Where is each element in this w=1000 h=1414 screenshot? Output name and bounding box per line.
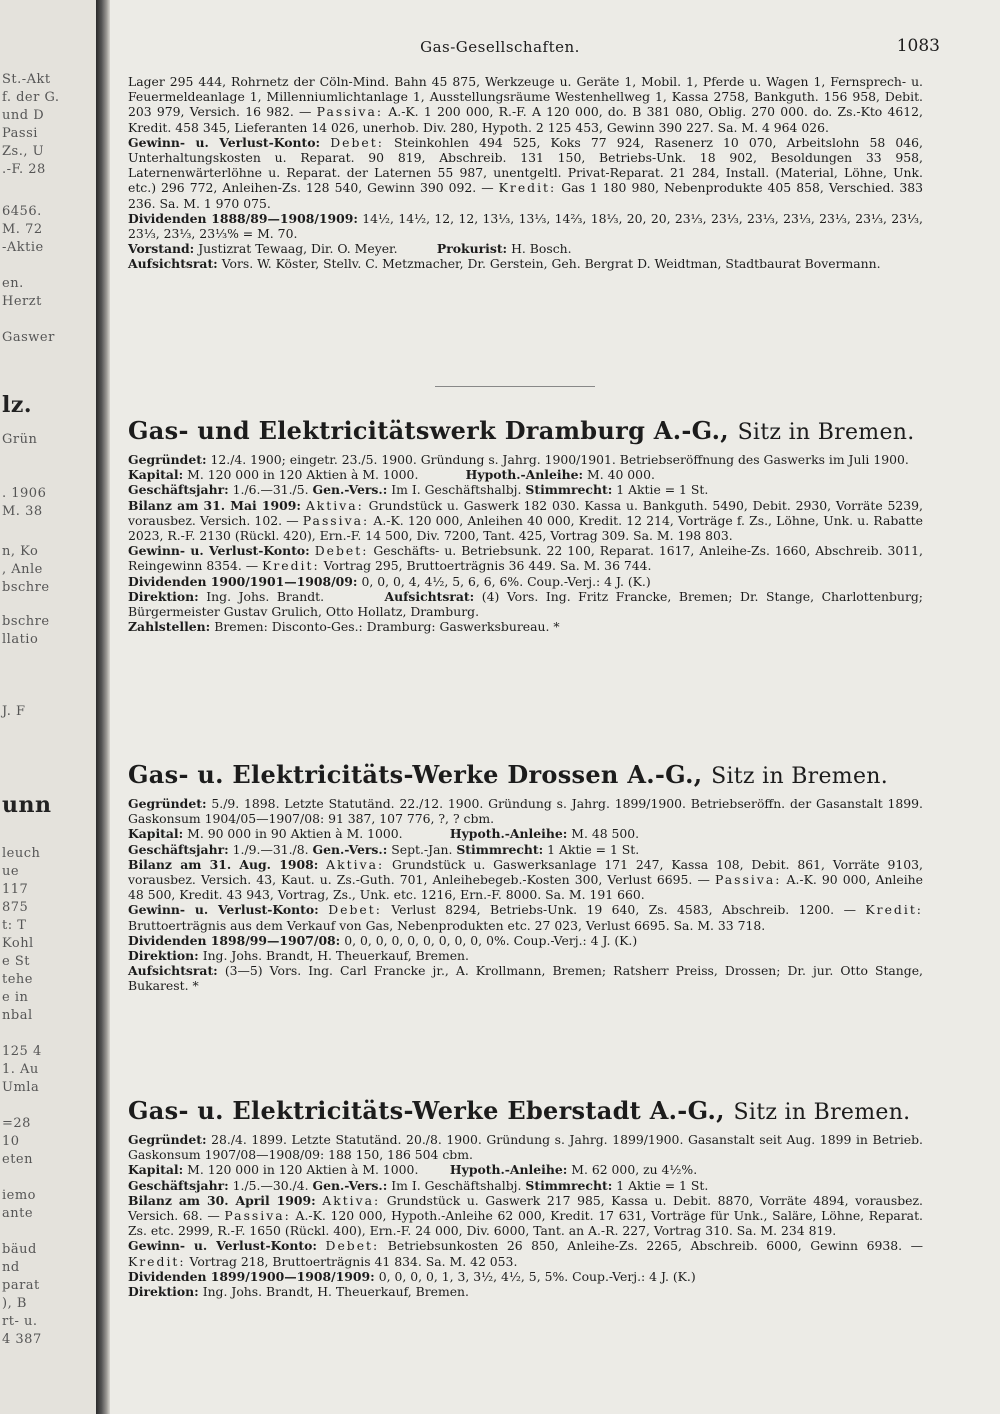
gutter-line: eten — [2, 1152, 33, 1167]
gutter-line: Passi — [2, 126, 38, 141]
gutter-line: 875 — [2, 900, 29, 915]
gutter-line: Kohl — [2, 936, 34, 951]
gutter-line: 1. Au — [2, 1062, 39, 1077]
gutter-line: llatio — [2, 632, 39, 647]
balance-continuation: Lager 295 444, Rohrnetz der Cöln-Mind. Bahn 45 875, Werkzeuge u. Geräte 1, Mobil. 1, Pferde u. Wagen 1, Fernsprech- u. Feuermeldeanlage 1, Millenniumlichtanlage 1, Ausstellungsräume Westenhellweg 1, Kassa 2758, Bankguth. 156 958, Debit. 203 979, Versich. 16 982. — Passiva: A.-K. 1 200 000, R.-F. A 120 000, do. B 381 080, Oblig. 270 000. do. Zs.-Kto 4612, Kredit. 458 345, Lieferanten 14 026, unerhob. Div. 280, Hypoth. 2 125 453, Gewinn 390 227. Sa. M. 4 964 026. — [128, 74, 923, 135]
book-binding-shadow — [96, 0, 110, 1414]
gutter-line: J. F — [2, 704, 26, 719]
gutter-line: ante — [2, 1206, 34, 1221]
section-divider — [435, 386, 595, 387]
gutter-line: nd — [2, 1260, 20, 1275]
passiva-label: Passiva: — [316, 104, 384, 120]
gutter-line: , Anle — [2, 562, 43, 577]
gutter-line: =28 — [2, 1116, 31, 1131]
supervisory-board: Aufsichtsrat: Vors. W. Köster, Stellv. C. Metzmacher, Dr. Gerstein, Geh. Bergrat D. Weidtman, Stadtbaurat Bovermann. — [128, 256, 881, 272]
profit-loss-account: Gewinn- u. Verlust-Konto: Debet: Steinkohlen 494 525, Koks 77 924, Rasenerz 10 070, Arbeitslohn 58 046, Unterhaltungskosten u. Reparat. 90 819, Abschreib. 131 150, Betriebs-Unk. 18 902, Besoldungen 33 958, Laternenwärterlöhne u. Reparat. der Laternen 55 987, unentgeltl. Privat-Reparat. 21 284, Install. (Material, Löhne, Unk. etc.) 296 772, Anleihen-Zs. 128 540, Gewinn 390 092. — Kredit: Gas 1 180 980, Nebenprodukte 405 858, Verschied. 383 236. Sa. M. 1 970 075. — [128, 134, 923, 211]
gutter-line: n, Ko — [2, 544, 39, 559]
entry-drossen: Gegründet: 5./9. 1898. Letzte Statutänd. 22./12. 1900. Gründung s. Jahrg. 1899/1900. Betriebseröffn. der Gasanstalt 1899. Gaskonsum 1904/05—1907/08: 91 387, 107 776, ?, ? cbm. Kapital: M. 90 000 in 90 Aktien à M. 1000. Hypoth.-Anleihe: M. 48 500. Geschäftsjahr: 1./9.—31./8. Gen.-Vers.: Sept.-Jan. Stimmrecht: 1 Aktie = 1 St. Bilanz am 31. Aug. 1908: Aktiva: Grundstück u. Gaswerksanlage 171 247, Kassa 108, Debit. 861, Vorräte 9103, vorausbez. Versich. 43, Kaut. u. Zs.-Guth. 701, Anleihebegeb.-Kosten 300, Verlust 6695. — Passiva: A.-K. 90 000, Anleihe 48 500, Kredit. 43 943, Vortrag, Zs., Unk. etc. 1216, Ern.-F. 8000. Sa. M. 191 660. Gewinn- u. Verlust-Konto: Debet: Verlust 8294, Betriebs-Unk. 19 640, Zs. 4583, Abschreib. 1200. — Kredit: Bruttoerträgnis aus dem Verkauf von Gas, Nebenprodukten etc. 27 023, Verlust 6695. Sa. M. 33 718. Dividenden 1898/99—1907/08: 0, 0, 0, 0, 0, 0, 0, 0, 0, 0%. Coup.-Verj.: 4 J. (K.) Direktion: Ing. Johs. Brandt, H. Theuerkauf, Bremen. Aufsichtsrat: (3—5) Vors. Ing. Carl Francke jr., A. Krollmann, Bremen; Ratsherr Preiss, Drossen; Dr. jur. Otto Stange, Bukarest. * — [128, 796, 923, 994]
gutter-line: 117 — [2, 882, 29, 897]
gutter-line: iemo — [2, 1188, 37, 1203]
board: Vorstand: Justizrat Tewaag, Dir. O. Meyer. Prokurist: H. Bosch. — [128, 241, 572, 257]
page-number: 1083 — [896, 36, 940, 56]
gutter-line: en. — [2, 276, 24, 291]
gutter-line: f. der G. — [2, 90, 60, 105]
gutter-line: Umla — [2, 1080, 40, 1095]
gutter-line: 4 387 — [2, 1332, 42, 1347]
gutter-line: leuch — [2, 846, 41, 861]
gutter-line: Herzt — [2, 294, 42, 309]
gutter-line: Gaswer — [2, 330, 55, 345]
gutter-line: Grün — [2, 432, 38, 447]
gutter-line: und D — [2, 108, 45, 123]
gutter-line: bschre — [2, 580, 50, 595]
gutter-line: 125 4 — [2, 1044, 42, 1059]
gutter-line: t: T — [2, 918, 27, 933]
gutter-line: 6456. — [2, 204, 42, 219]
entry-dramburg: Gegründet: 12./4. 1900; eingetr. 23./5. 1900. Gründung s. Jahrg. 1900/1901. Betriebseröffnung des Gaswerks im Juli 1900. Kapital: M. 120 000 in 120 Aktien à M. 1000. Hypoth.-Anleihe: M. 40 000. Geschäftsjahr: 1./6.—31./5. Gen.-Vers.: Im I. Geschäftshalbj. Stimmrecht: 1 Aktie = 1 St. Bilanz am 31. Mai 1909: Aktiva: Grundstück u. Gaswerk 182 030. Kassa u. Bankguth. 5490, Debit. 2930, Vorräte 5239, vorausbez. Versich. 102. — Passiva: A.-K. 120 000, Anleihen 40 000, Kredit. 12 214, Vorträge f. Zs., Löhne, Unk. u. Rabatte 2023, R.-F. 2130 (Rückl. 420), Ern.-F. 14 500, Div. 7200, Tant. 425, Vortrag 309. Sa. M. 198 803. Gewinn- u. Verlust-Konto: Debet: Geschäfts- u. Betriebsunk. 22 100, Reparat. 1617, Anleihe-Zs. 1660, Abschreib. 3011, Reingewinn 8354. — Kredit: Vortrag 295, Bruttoerträgnis 36 449. Sa. M. 36 744. Dividenden 1900/1901—1908/09: 0, 0, 0, 4, 4½, 5, 6, 6, 6%. Coup.-Verj.: 4 J. (K.) Direktion: Ing. Johs. Brandt. Aufsichtsrat: (4) Vors. Ing. Fritz Francke, Bremen; Dr. Stange, Charlottenburg; Bürgermeister Gustav Grulich, Otto Hollatz, Dramburg. Zahlstellen: Bremen: Disconto-Ges.: Dramburg: Gaswerksbureau. * — [128, 452, 923, 635]
gutter-line: Zs., U — [2, 144, 45, 159]
left-page-gutter — [0, 0, 96, 1414]
company-title-eberstadt: Gas- u. Elektricitäts-Werke Eberstadt A.-G., Sitz in Bremen. — [128, 1096, 911, 1125]
gutter-line: nbal — [2, 1008, 33, 1023]
entry-continuation — [128, 74, 923, 272]
entry-eberstadt: Gegründet: 28./4. 1899. Letzte Statutänd. 20./8. 1900. Gründung s. Jahrg. 1899/1900. Gasanstalt seit Aug. 1899 in Betrieb. Gaskonsum 1907/08—1908/09: 188 150, 186 504 cbm. Kapital: M. 120 000 in 120 Aktien à M. 1000. Hypoth.-Anleihe: M. 62 000, zu 4½%. Geschäftsjahr: 1./5.—30./4. Gen.-Vers.: Im I. Geschäftshalbj. Stimmrecht: 1 Aktie = 1 St. Bilanz am 30. April 1909: Aktiva: Grundstück u. Gaswerk 217 985, Kassa u. Debit. 8870, Vorräte 4894, vorausbez. Versich. 68. — Passiva: A.-K. 120 000, Hypoth.-Anleihe 62 000, Kredit. 17 631, Vorträge für Unk., Saläre, Löhne, Reparat. Zs. etc. 2999, R.-F. 1650 (Rückl. 400), Ern.-F. 24 000, Div. 6000, Tant. an A.-R. 227, Vortrag 310. Sa. M. 234 819. Gewinn- u. Verlust-Konto: Debet: Betriebsunkosten 26 850, Anleihe-Zs. 2265, Abschreib. 6000, Gewinn 6938. — Kredit: Vortrag 218, Bruttoerträgnis 41 834. Sa. M. 42 053. Dividenden 1899/1900—1908/1909: 0, 0, 0, 0, 1, 3, 3½, 4½, 5, 5%. Coup.-Verj.: 4 J. (K.) Direktion: Ing. Johs. Brandt, H. Theuerkauf, Bremen. — [128, 1132, 923, 1300]
gutter-line: bschre — [2, 614, 50, 629]
document-page — [110, 0, 1000, 1414]
gutter-line: . 1906 — [2, 486, 47, 501]
gutter-line: tehe — [2, 972, 33, 987]
dividends: Dividenden 1888/89—1908/1909: 14½, 14½, 12, 12, 13⅓, 13⅓, 14⅔, 18⅓, 20, 20, 23⅓, 23⅓, 23⅓, 23⅓, 23⅓, 23⅓, 23⅓, 23⅓, 23⅓, 23⅓% = M. 70. — [128, 210, 923, 242]
gutter-line: M. 38 — [2, 504, 43, 519]
gutter-line: bäud — [2, 1242, 37, 1257]
gutter-line: unn — [2, 792, 52, 818]
gutter-line: ), B — [2, 1296, 27, 1311]
gutter-line: .-F. 28 — [2, 162, 46, 177]
gutter-line: e St — [2, 954, 30, 969]
gutter-line: M. 72 — [2, 222, 43, 237]
company-title-dramburg: Gas- und Elektricitätswerk Dramburg A.-G., Sitz in Bremen. — [128, 416, 915, 445]
gutter-line: -Aktie — [2, 240, 44, 255]
gutter-line: ue — [2, 864, 20, 879]
gutter-line: rt- u. — [2, 1314, 38, 1329]
gutter-line: e in — [2, 990, 29, 1005]
gutter-line: parat — [2, 1278, 40, 1293]
gutter-line: lz. — [2, 392, 33, 418]
gutter-line: St.-Akt — [2, 72, 51, 87]
running-header: Gas-Gesellschaften. — [420, 38, 580, 56]
gutter-line: 10 — [2, 1134, 20, 1149]
company-title-drossen: Gas- u. Elektricitäts-Werke Drossen A.-G., Sitz in Bremen. — [128, 760, 889, 789]
